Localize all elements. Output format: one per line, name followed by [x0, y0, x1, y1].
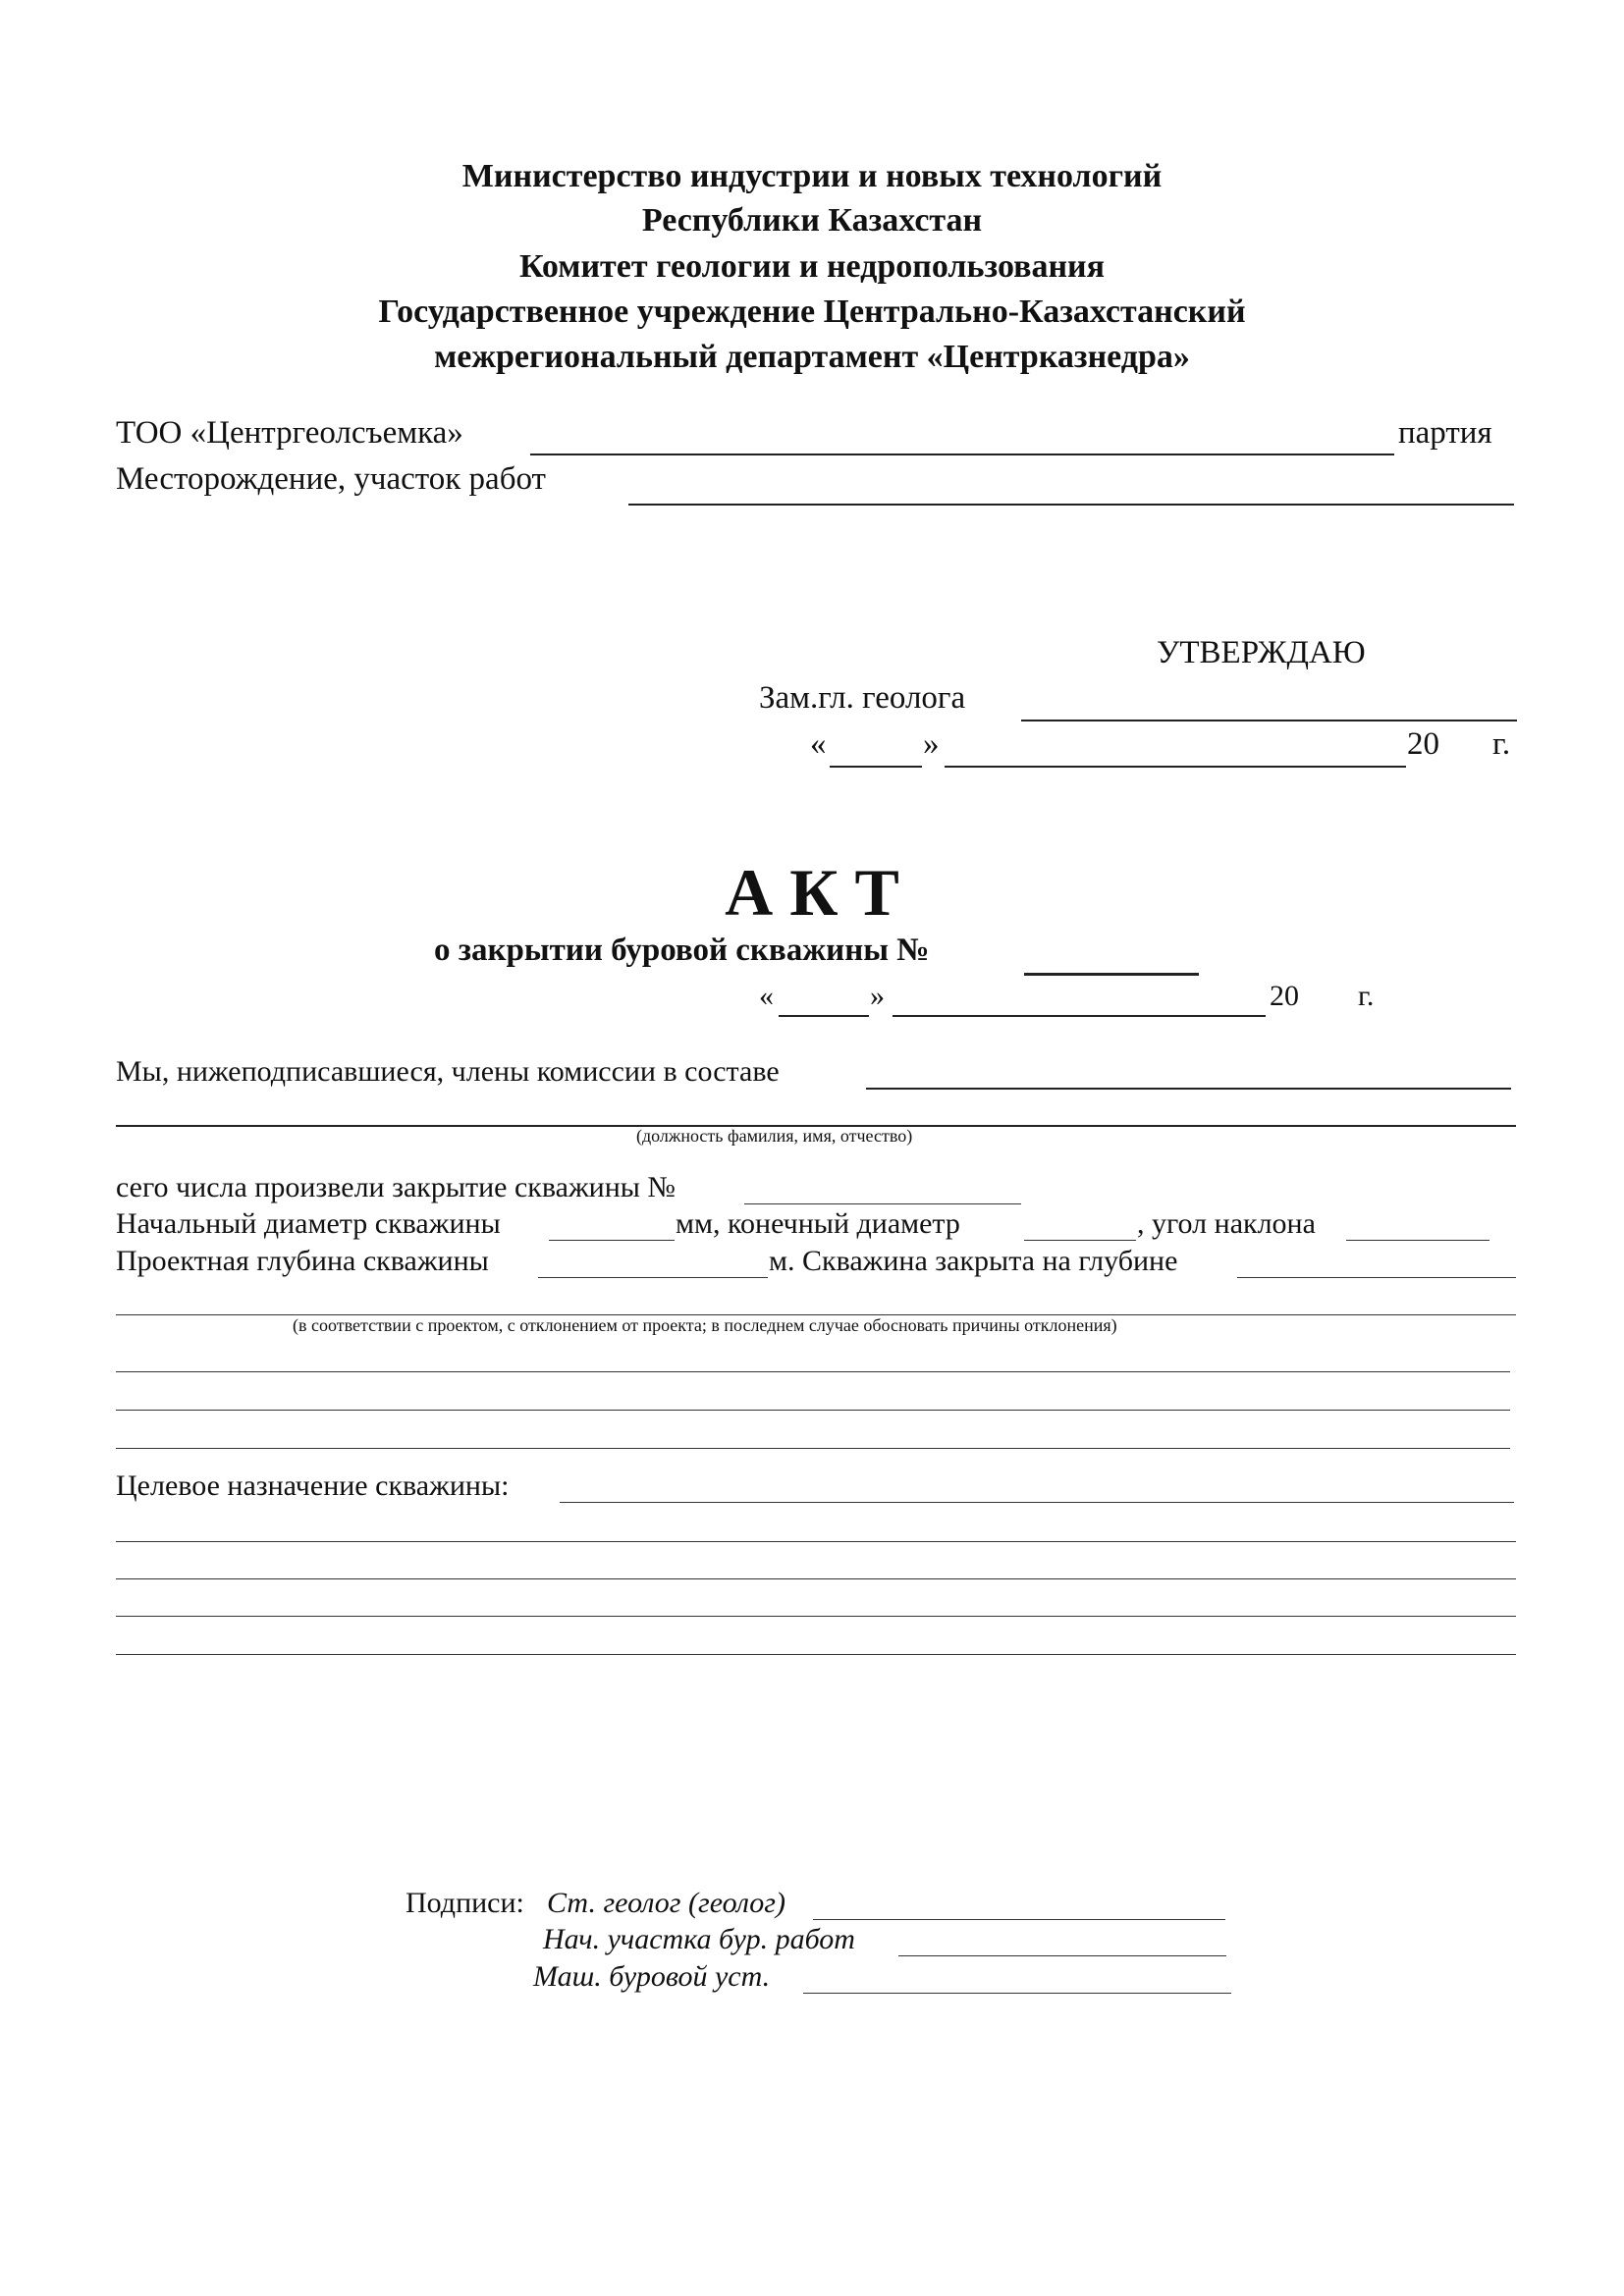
act-subtitle: о закрытии буровой скважины №	[434, 933, 930, 968]
initial-diameter-field[interactable]	[549, 1240, 675, 1241]
act-title: А К Т	[725, 855, 899, 930]
drilling-chief-label: Нач. участка бур. работ	[543, 1923, 855, 1955]
commission-text: Мы, нижеподписавшиеся, члены комиссии в составе	[116, 1055, 780, 1088]
republic-line: Республики Казахстан	[641, 202, 983, 239]
party-name-field[interactable]	[530, 454, 1394, 455]
closed-well-text: сего числа произвели закрытие скважины №	[116, 1171, 677, 1203]
deputy-geologist-field[interactable]	[1021, 720, 1517, 721]
initial-diameter-label: Начальный диаметр скважины	[116, 1207, 501, 1240]
approve-year-suffix: г.	[1492, 726, 1511, 762]
act-day-field[interactable]	[779, 1015, 869, 1017]
field-name-field[interactable]	[628, 504, 1514, 506]
final-diameter-label: мм, конечный диаметр	[676, 1207, 960, 1240]
act-month-field[interactable]	[893, 1015, 1266, 1017]
purpose-line-4[interactable]	[116, 1654, 1516, 1655]
approve-year-prefix: 20	[1407, 726, 1439, 762]
design-depth-field[interactable]	[538, 1277, 768, 1278]
approve-month-field[interactable]	[945, 766, 1406, 768]
approve-quote-open: «	[810, 726, 827, 762]
deviation-note: (в соответствии с проектом, с отклонением от проекта; в последнем случае обосновать причины отклонения)	[293, 1315, 1117, 1335]
signatures-label: Подписи:	[406, 1887, 524, 1919]
rig-operator-label: Маш. буровой уст.	[533, 1960, 771, 1993]
notes-line-2[interactable]	[116, 1410, 1510, 1411]
act-quote-open: «	[759, 980, 774, 1012]
act-quote-close: »	[870, 980, 885, 1012]
purpose-label: Целевое назначение скважины:	[116, 1469, 510, 1502]
closed-well-number-field[interactable]	[744, 1203, 1021, 1204]
approve-day-field[interactable]	[830, 766, 922, 768]
notes-line-3[interactable]	[116, 1448, 1510, 1449]
closed-depth-label: м. Скважина закрыта на глубине	[769, 1245, 1178, 1277]
purpose-line-1[interactable]	[116, 1541, 1516, 1542]
geologist-label: Ст. геолог (геолог)	[547, 1887, 786, 1919]
purpose-field[interactable]	[560, 1502, 1514, 1503]
commission-field-1[interactable]	[866, 1088, 1511, 1090]
commission-note: (должность фамилия, имя, отчество)	[636, 1126, 913, 1146]
ministry-line: Министерство индустрии и новых технологий	[461, 158, 1163, 194]
closed-depth-field[interactable]	[1237, 1277, 1516, 1278]
angle-label: , угол наклона	[1137, 1207, 1316, 1240]
company-label: ТОО «Центргеолсъемка»	[116, 415, 463, 451]
deputy-geologist-label: Зам.гл. геолога	[759, 680, 966, 716]
well-number-field[interactable]	[1024, 973, 1199, 976]
final-diameter-field[interactable]	[1024, 1240, 1136, 1241]
purpose-line-3[interactable]	[116, 1616, 1516, 1617]
drilling-chief-signature-field[interactable]	[898, 1955, 1226, 1956]
committee-line: Комитет геологии и недропользования	[518, 248, 1106, 285]
approve-quote-close: »	[923, 726, 940, 762]
party-label: партия	[1398, 415, 1492, 451]
act-year-suffix: г.	[1358, 980, 1375, 1012]
institution-line: Государственное учреждение Центрально-Казахстанский	[378, 294, 1246, 330]
geologist-signature-field[interactable]	[813, 1919, 1225, 1920]
rig-operator-signature-field[interactable]	[803, 1993, 1231, 1994]
approve-label: УТВЕРЖДАЮ	[1157, 635, 1366, 670]
notes-line-1[interactable]	[116, 1371, 1510, 1372]
design-depth-label: Проектная глубина скважины	[116, 1245, 489, 1277]
department-line: межрегиональный департамент «Центрказнедра»	[434, 339, 1190, 375]
field-label: Месторождение, участок работ	[116, 461, 546, 497]
act-year-prefix: 20	[1270, 980, 1299, 1012]
purpose-line-2[interactable]	[116, 1578, 1516, 1579]
angle-field[interactable]	[1346, 1240, 1489, 1241]
